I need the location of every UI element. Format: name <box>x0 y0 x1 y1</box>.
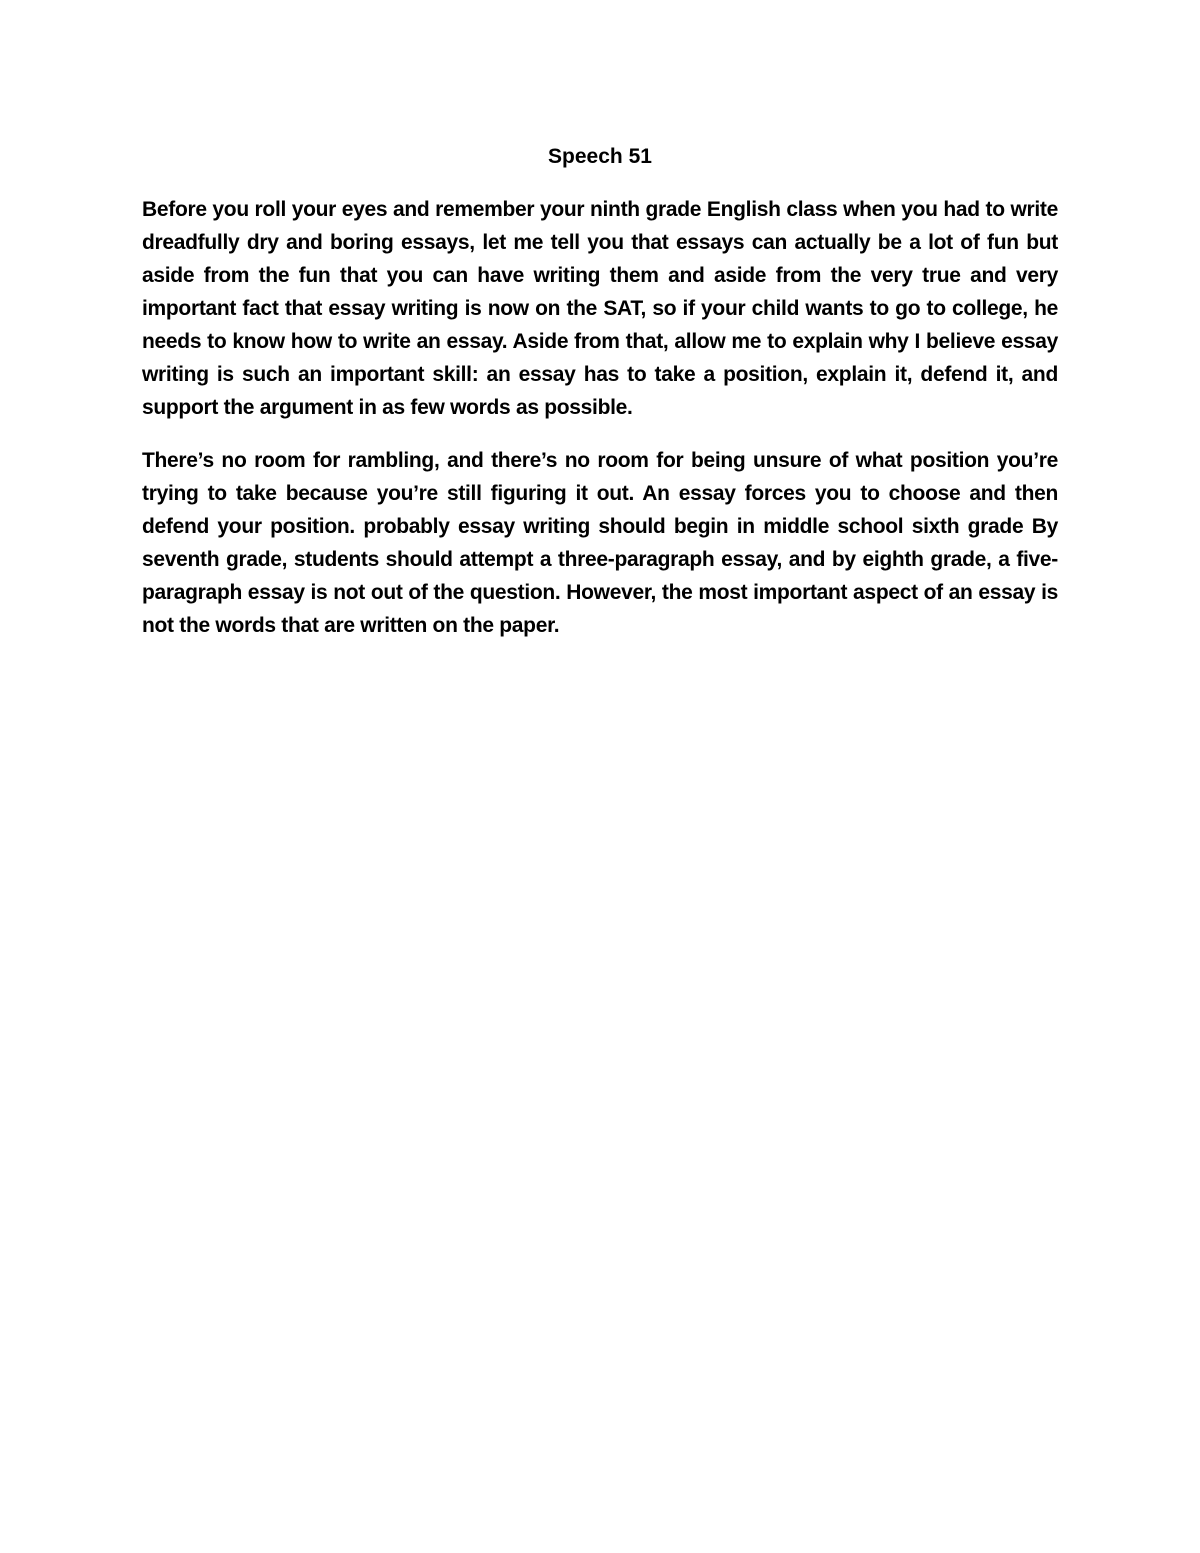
document-title: Speech 51 <box>548 145 652 168</box>
paragraph-2: There’s no room for rambling, and there’s no room for being unsure of what position you’re trying to take because you’re still figuring it out. An essay forces you to choose and then defend your position. probably essay writing should begin in middle school sixth grade By seventh grade, students should attempt a three-paragraph essay, and by eighth grade, a five-paragraph essay is not out of the question. However, the most important aspect of an essay is not the words that are written on the paper. <box>142 449 1058 637</box>
document-body <box>142 140 1058 662</box>
paragraph-1: Before you roll your eyes and remember your ninth grade English class when you had to write dreadfully dry and boring essays, let me tell you that essays can actually be a lot of fun but aside from the fun that you can have writing them and aside from the very true and very important fact that essay writing is now on the SAT, so if your child wants to go to college, he needs to know how to write an essay. Aside from that, allow me to explain why I believe essay writing is such an important skill: an essay has to take a position, explain it, defend it, and support the argument in as few words as possible. <box>142 198 1058 419</box>
